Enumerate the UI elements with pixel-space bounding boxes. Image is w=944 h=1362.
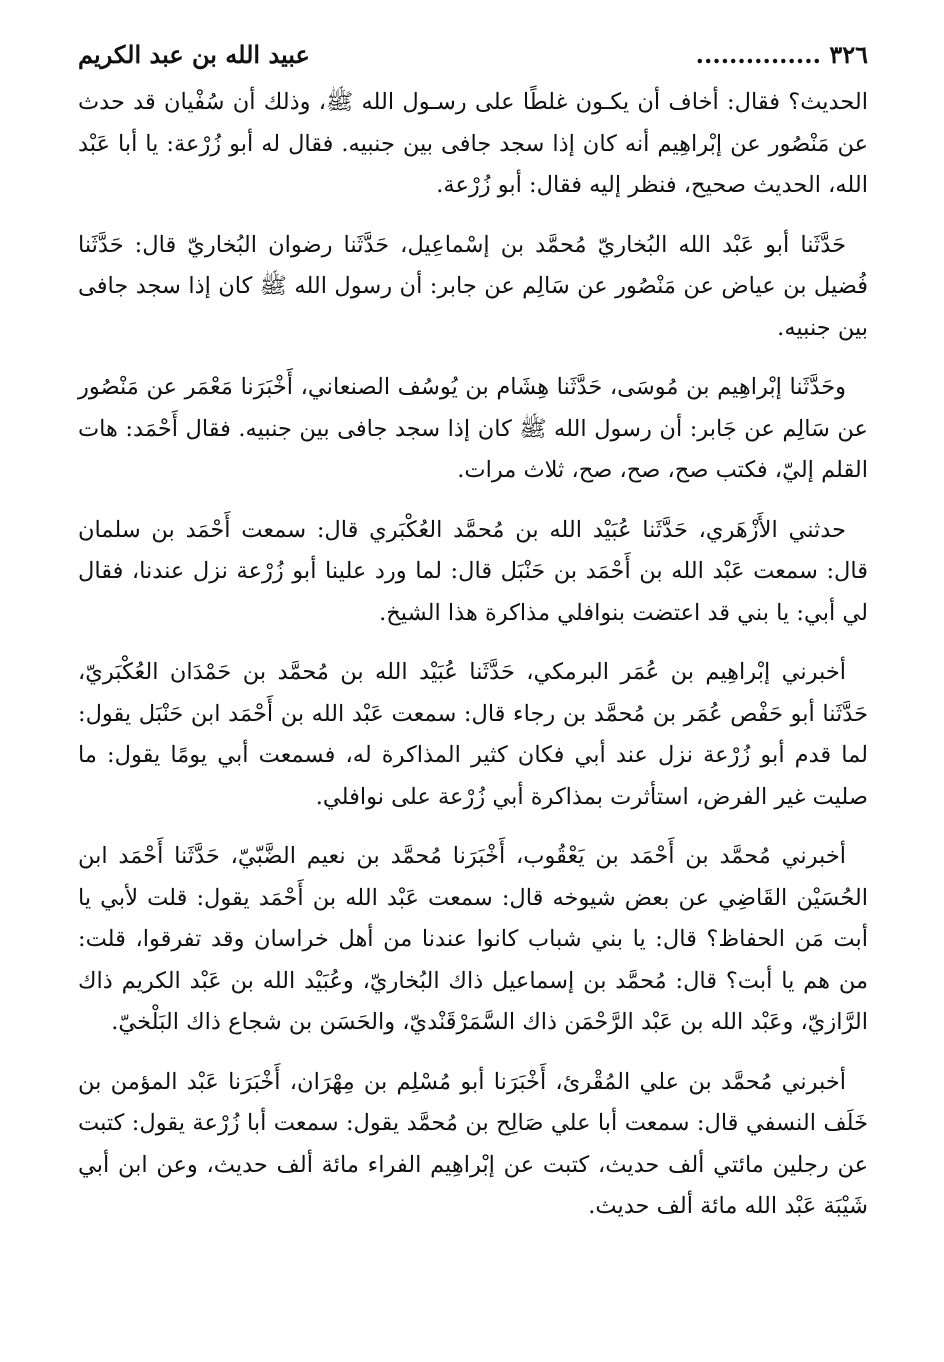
paragraph-4: حدثني الأَزْهَري، حَدَّثَنا عُبَيْد الله بن مُحمَّد العُكْبَري قال: سمعت أَحْمَد بن سلمان قال: سمعت عَبْد الله بن أَحْمَد بن حَنْبَل قال: لما ورد علينا أبو زُرْعة نزل عندنا، فقال لي أبي: يا بني قد اعتضت بنوافلي مذاكرة هذا الشيخ. [78, 516, 868, 626]
paragraph-3: وحَدَّثَنا إبْراهِيم بن مُوسَى، حَدَّثَنا هِشَام بن يُوسُف الصنعاني، أَخْبَرَنا مَعْمَر عن مَنْصُور عن سَالِم عن جَابر: أن رسول الله ﷺ كان إذا سجد جافى بين جنبيه. فقال أَحْمَد: هات القلم إليّ، فكتب صح، صح، صح، ثلاث مرات. [78, 374, 868, 483]
running-title: عبيد الله بن عبد الكريم [78, 40, 310, 69]
leader-dots: ............... [695, 40, 821, 69]
page-number-group [696, 40, 868, 69]
paragraph-7: أخبرني مُحمَّد بن علي المُقْرئ، أَخْبَرَنا أبو مُسْلِم بن مِهْرَان، أَخْبَرَنا عَبْد المؤمن بن خَلَف النسفي قال: سمعت أبا علي صَالِح بن مُحمَّد يقول: سمعت أبا زُرْعة يقول: كتبت عن رجلين مائتي ألف حديث، كتبت عن إبْراهِيم الفراء مائة ألف حديث، وعن ابن أبي شَيْبَة عَبْد الله مائة ألف حديث. [78, 1068, 868, 1219]
document-page [78, 40, 868, 1246]
page-number: ٣٢٦ [829, 40, 868, 69]
running-header [78, 40, 868, 80]
paragraph-1: الحديث؟ فقال: أخاف أن يكـون غلطًا على رسـول الله ﷺ، وذلك أن سُفْيان قد حدث عن مَنْصُور عن إبْراهِيم أنه كان إذا سجد جافى بين جنبيه. فقال له أبو زُرْعة: يا أبا عَبْد الله، الحديث صحيح، فنظر إليه فقال: أبو زُرْعة. [78, 89, 868, 198]
paragraph-5: أخبرني إبْراهِيم بن عُمَر البرمكي، حَدَّثَنا عُبَيْد الله بن مُحمَّد بن حَمْدَان العُكْبَريّ، حَدَّثَنا أبو حَفْص عُمَر بن مُحمَّد بن رجاء قال: سمعت عَبْد الله بن أَحْمَد ابن حَنْبَل يقول: لما قدم أبو زُرْعة نزل عند أبي فكان كثير المذاكرة له، فسمعت أبي يومًا يقول: ما صليت غير الفرض، استأثرت بمذاكرة أبي زُرْعة على نوافلي. [78, 659, 868, 810]
paragraph-2: حَدَّثَنا أبو عَبْد الله البُخاريّ مُحمَّد بن إسْماعِيل، حَدَّثَنا رضوان البُخاريّ قال: حَدَّثَنا فُضيل بن عياض عن مَنْصُور عن سَالِم عن جابر: أن رسول الله ﷺ كان إذا سجد جافى بين جنبيه. [78, 231, 868, 341]
paragraph-6: أخبرني مُحمَّد بن أَحْمَد بن يَعْقُوب، أَخْبَرَنا مُحمَّد بن نعيم الضَّبّيّ، حَدَّثَنا أَحْمَد ابن الحُسَيْن القَاضِي عن بعض شيوخه قال: سمعت عَبْد الله بن أَحْمَد يقول: قلت لأبي يا أبت مَن الحفاظ؟ قال: يا بني شباب كانوا عندنا من أهل خراسان وقد تفرقوا، قلت: من هم يا أبت؟ قال: مُحمَّد بن إسماعيل ذاك البُخاريّ، وعُبَيْد الله بن عَبْد الكريم ذاك الرَّازيّ، وعَبْد الله بن عَبْد الرَّحْمَن ذاك السَّمَرْقَنْديّ، والحَسَن بن شجاع ذاك البَلْخيّ. [78, 843, 868, 1035]
